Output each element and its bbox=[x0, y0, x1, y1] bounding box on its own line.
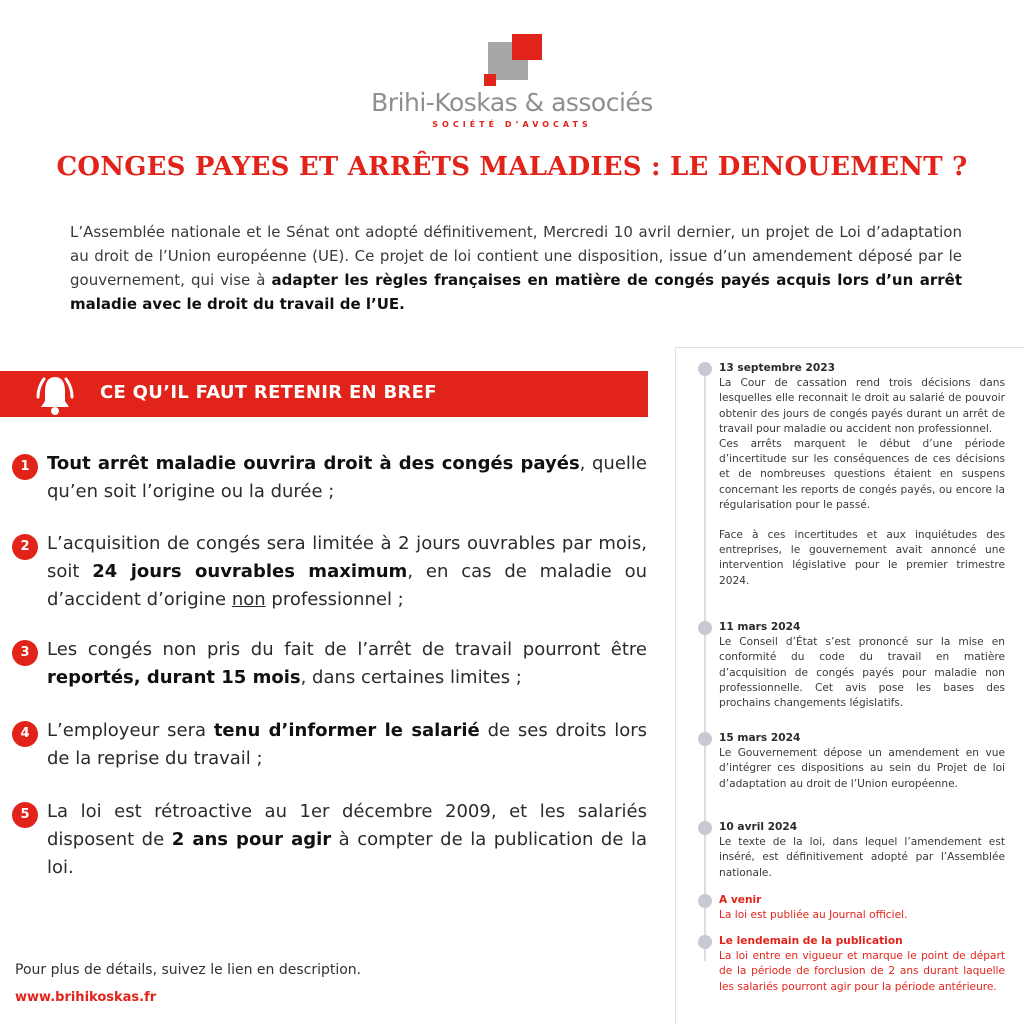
timeline-dot bbox=[698, 935, 712, 949]
timeline-text: La loi est publiée au Journal officiel. bbox=[719, 909, 908, 922]
timeline-item bbox=[719, 934, 1005, 995]
timeline-line bbox=[704, 366, 706, 961]
timeline-date: 15 mars 2024 bbox=[719, 732, 801, 744]
number-badge: 3 bbox=[12, 640, 38, 666]
timeline-date: 11 mars 2024 bbox=[719, 621, 801, 633]
timeline-dot bbox=[698, 732, 712, 746]
timeline-text: La Cour de cassation rend trois décisions dans lesquelles elle reconnait le droit au salarié de pouvoir obtenir des jours de congés payés durant un arrêt de travail pour maladie ou accident non professionnel. bbox=[719, 377, 1005, 435]
banner-label: CE QU’IL FAUT RETENIR EN BREF bbox=[100, 382, 437, 403]
logo bbox=[0, 28, 1024, 133]
timeline-text: Ces arrêts marquent le début d’une période d’incertitude sur les conséquences de ces décisions et de nombreuses questions étaient en suspens concernant les reports de congés payés, ou encore la régularisation pour le passé. bbox=[719, 438, 1005, 511]
point-text: L’acquisition de congés sera limitée à 2 jours ouvrables par mois, soit 24 jours ouvrables maximum, en cas de maladie ou d’accident d’origine non professionnel ; bbox=[47, 533, 648, 610]
bell-icon bbox=[30, 371, 80, 419]
timeline-text: Le texte de la loi, dans lequel l’amendement est inséré, est définitivement adopté par l’Assemblée nationale. bbox=[719, 836, 1005, 879]
timeline-text: Le Conseil d’État s’est prononcé sur la mise en conformité du code du travail en matière d’acquisition de congés payés pour maladie non professionnelle. Cet avis pose les bases des prochains changements législatifs. bbox=[719, 636, 1005, 710]
intro-paragraph bbox=[70, 220, 962, 316]
timeline-text: Le Gouvernement dépose un amendement en vue d’intégrer ces dispositions au sein du Projet de loi d’adaptation au droit de l’Union européenne. bbox=[719, 747, 1005, 790]
point-text: Les congés non pris du fait de l’arrêt de travail pourront être reportés, durant 15 mois, dans certaines limites ; bbox=[47, 639, 647, 688]
timeline-date: 13 septembre 2023 bbox=[719, 362, 835, 374]
number-badge: 4 bbox=[12, 721, 38, 747]
timeline-dot bbox=[698, 621, 712, 635]
timeline-date: Le lendemain de la publication bbox=[719, 935, 903, 947]
timeline-item bbox=[719, 620, 1005, 711]
intro-text: L’Assemblée nationale et le Sénat ont adopté définitivement, Mercredi 10 avril dernier, un projet de Loi d’adaptation au droit de l’Union européenne (UE). Ce projet de loi contient une disposition, issue d’un amendement déposé par le gouvernement, qui vise à bbox=[70, 223, 962, 289]
point-text: L’employeur sera tenu d’informer le salarié de ses droits lors de la reprise du travail ; bbox=[47, 720, 647, 769]
intro-bold: adapter les règles françaises en matière de congés payés acquis lors d’un arrêt maladie avec le droit du travail de l’UE. bbox=[70, 271, 963, 313]
point-text: La loi est rétroactive au 1er décembre 2009, et les salariés disposent de 2 ans pour agir à compter de la publication de la loi. bbox=[47, 801, 647, 878]
timeline-item bbox=[719, 893, 1005, 923]
timeline-dot bbox=[698, 894, 712, 908]
point-text: Tout arrêt maladie ouvrira droit à des congés payés, quelle qu’en soit l’origine ou la durée ; bbox=[47, 453, 647, 502]
logo-tagline: SOCIÉTÉ D’AVOCATS bbox=[432, 120, 592, 129]
timeline-item bbox=[719, 820, 1005, 881]
page-title: CONGES PAYES ET ARRÊTS MALADIES : LE DENOUEMENT ? bbox=[56, 152, 968, 182]
timeline-dot bbox=[698, 362, 712, 376]
timeline-text: Face à ces incertitudes et aux inquiétudes des entreprises, le gouvernement avait annoncé une intervention législative pour le premier trimestre 2024. bbox=[719, 529, 1005, 587]
timeline-date: 10 avril 2024 bbox=[719, 821, 798, 833]
timeline-item bbox=[719, 361, 1005, 589]
timeline-date: A venir bbox=[719, 894, 762, 906]
number-badge: 1 bbox=[12, 454, 38, 480]
timeline-dot bbox=[698, 821, 712, 835]
website-link[interactable]: www.brihikoskas.fr bbox=[15, 990, 157, 1005]
timeline-text: La loi entre en vigueur et marque le point de départ de la période de forclusion de 2 ans durant laquelle les salariés pourront agir pour la période antérieure. bbox=[719, 950, 1005, 993]
logo-mark-icon bbox=[484, 34, 544, 86]
timeline-item bbox=[719, 731, 1005, 792]
footer-note: Pour plus de détails, suivez le lien en description. bbox=[15, 962, 362, 978]
logo-name: Brihi-Koskas & associés bbox=[371, 88, 653, 117]
number-badge: 2 bbox=[12, 534, 38, 560]
number-badge: 5 bbox=[12, 802, 38, 828]
